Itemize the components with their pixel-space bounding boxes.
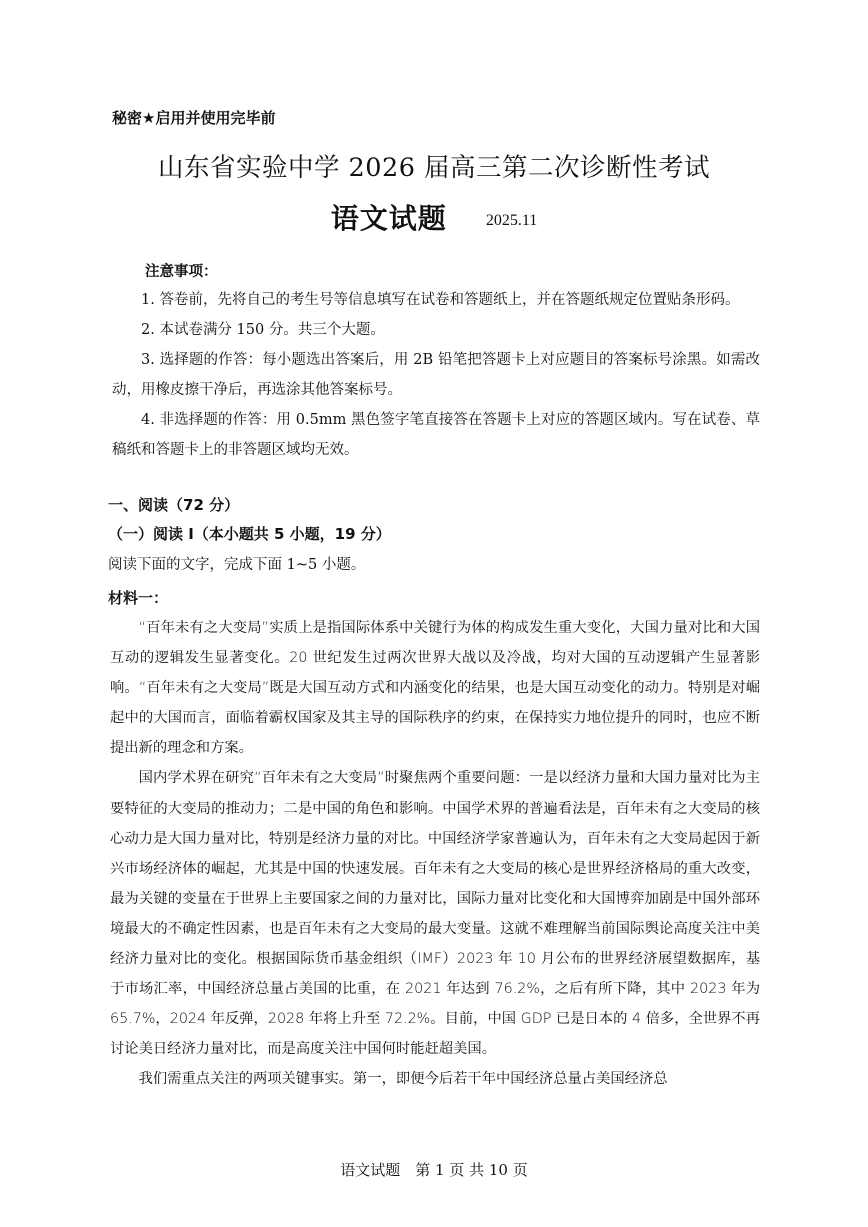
note-item: 1. 答卷前，先将自己的考生号等信息填写在试卷和答题纸上，并在答题纸规定位置贴条形码。 <box>141 292 740 308</box>
subject-title: 语文试题 <box>330 202 447 235</box>
subject-row <box>0 197 868 237</box>
passage-paragraph: 国内学术界在研究“百年未有之大变局”时聚焦两个重要问题：一是以经济力量和大国力量对比为主要特征的大变局的推动力；二是中国的角色和影响。中国学术界的普遍看法是，百年未有之大变局的核心动力是大国力量对比，特别是经济力量的对比。中国经济学家普遍认为，百年未有之大变局起因于新兴市场经济体的崛起，尤其是中国的快速发展。百年未有之大变局的核心是世界经济格局的重大改变，最为关键的变量在于世界上主要国家之间的力量对比，国际力量对比变化和大国博弈加剧是中国外部环境最大的不确定性因素，也是百年未有之大变局的最大变量。这就不难理解当前国际舆论高度关注中美经济力量对比的变化。根据国际货币基金组织（IMF）2023 年 10 月公布的世界经济展望数据库，基于市场汇率，中国经济总量占美国的比重，在 2021 年达到 76.2%，之后有所下降，其中 2023 年为 65.7%，2024 年反弹，2028 年将上升至 72.2%。目前，中国 GDP 已是日本的 4 倍多，全世界不再讨论美日经济力量对比，而是高度关注中国何时能赶超美国。 <box>110 770 760 1058</box>
note-item: 3. 选择题的作答：每小题选出答案后，用 2B 铅笔把答题卡上对应题目的答案标号涂黑。如需改动，用橡皮擦干净后，再选涂其他答案标号。 <box>112 352 760 398</box>
exam-title: 山东省实验中学 2026 届高三第二次诊断性考试 <box>157 153 711 183</box>
reading-passage <box>110 613 760 1095</box>
exam-date: 2025.11 <box>485 212 538 229</box>
note-item: 4. 非选择题的作答：用 0.5mm 黑色签字笔直接答在答题卡上对应的答题区域内。写在试卷、草稿纸和答题卡上的非答题区域均无效。 <box>112 412 760 458</box>
notes-list <box>112 285 760 465</box>
note-item: 2. 本试卷满分 150 分。共三个大题。 <box>141 322 385 338</box>
subsection-heading: （一）阅读 I（本小题共 5 小题，19 分） <box>108 525 391 543</box>
section-heading: 一、阅读（72 分） <box>108 496 240 514</box>
page-footer: 语文试题 第 1 页 共 10 页 <box>340 1161 528 1179</box>
passage-paragraph: “百年未有之大变局”实质上是指国际体系中关键行为体的构成发生重大变化，大国力量对比和大国互动的逻辑发生显著变化。20 世纪发生过两次世界大战以及冷战，均对大国的互动逻辑产生显著影响。“百年未有之大变局”既是大国互动方式和内涵变化的结果，也是大国互动变化的动力。特别是对崛起中的大国而言，面临着霸权国家及其主导的国际秩序的约束，在保持实力地位提升的同时，也应不断提出新的理念和方案。 <box>110 620 760 757</box>
notes-label: 注意事项： <box>145 264 218 280</box>
confidential-mark: 秘密★启用并使用完毕前 <box>112 109 276 127</box>
instruction-text: 阅读下面的文字，完成下面 1~5 小题。 <box>108 557 366 573</box>
passage-paragraph: 我们需重点关注的两项关键事实。第一，即便今后若干年中国经济总量占美国经济总 <box>138 1071 668 1088</box>
material-label: 材料一： <box>108 589 169 607</box>
